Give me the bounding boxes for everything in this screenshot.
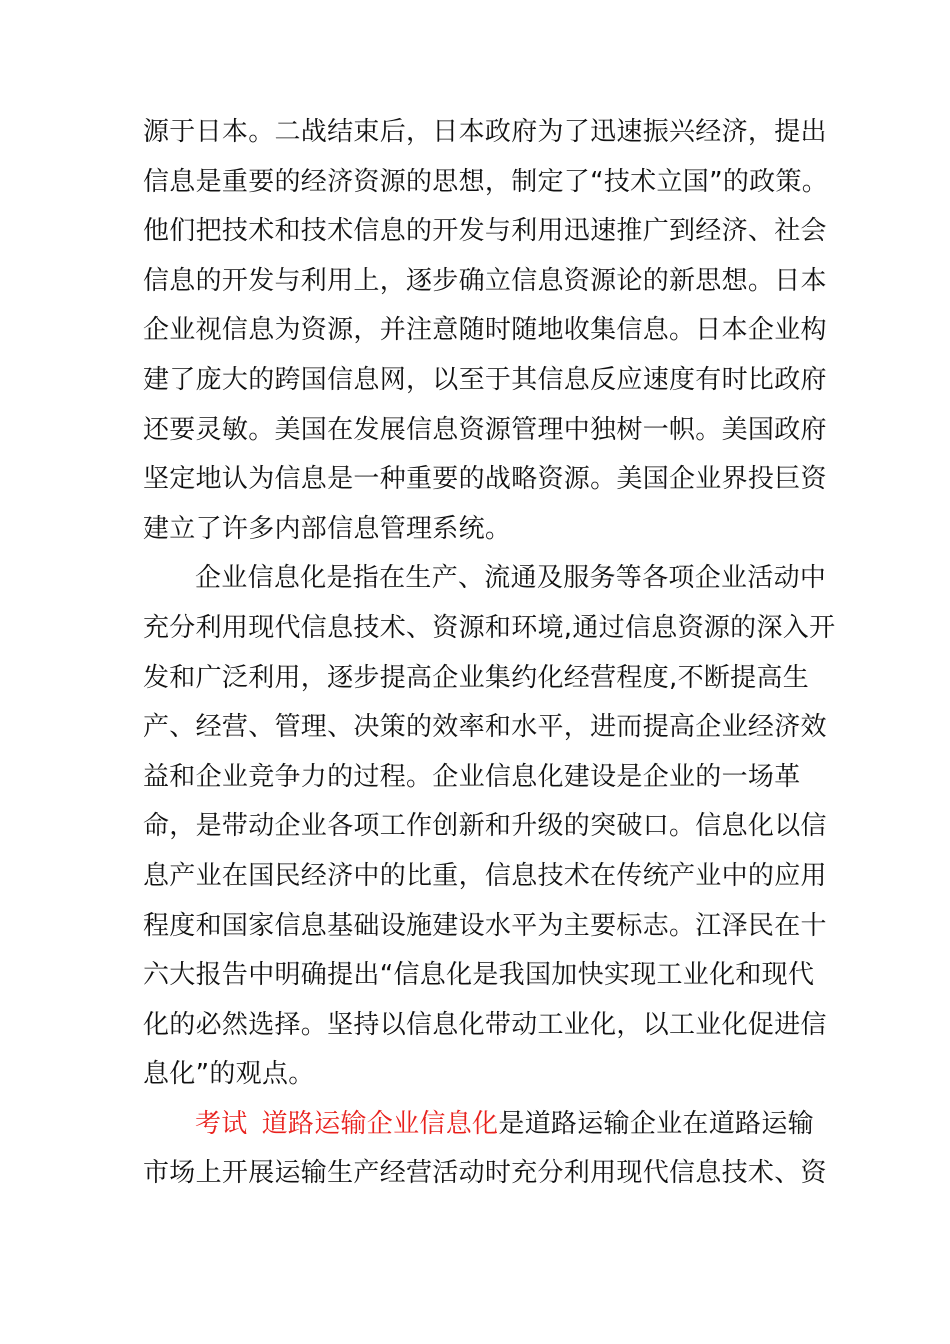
text-line: 建了庞大的跨国信息网，以至于其信息反应速度有时比政府 — [143, 364, 827, 395]
text-line: 企业信息化是指在生产、流通及服务等各项企业活动中 — [195, 563, 827, 594]
text-line: 坚定地认为信息是一种重要的战略资源。美国企业界投巨资 — [143, 464, 827, 495]
text-line: 程度和国家信息基础设施建设水平为主要标志。江泽民在十 — [143, 910, 827, 941]
text-line: 息产业在国民经济中的比重，信息技术在传统产业中的应用 — [143, 860, 827, 891]
red-highlight-text: 考试 — [195, 1108, 248, 1139]
text-line: 命，是带动企业各项工作创新和升级的突破口。信息化以信 — [143, 811, 827, 842]
text-line: 建立了许多内部信息管理系统。 — [143, 513, 512, 544]
paragraph-1 — [143, 108, 829, 554]
text-line: 市场上开展运输生产经营活动时充分利用现代信息技术、资 — [143, 1158, 827, 1189]
text-line: 产、经营、管理、决策的效率和水平，进而提高企业经济效 — [143, 712, 827, 743]
text-line: 还要灵敏。美国在发展信息资源管理中独树一帜。美国政府 — [143, 414, 827, 445]
text-line — [143, 1100, 813, 1150]
paragraph-2 — [143, 554, 836, 1100]
text-line: 息化”的观点。 — [143, 1059, 315, 1090]
text-line: 化的必然选择。坚持以信息化带动工业化，以工业化促进信 — [143, 1009, 827, 1040]
text-line: 益和企业竞争力的过程。企业信息化建设是企业的一场革 — [143, 761, 801, 792]
text-line: 六大报告中明确提出“信息化是我国加快实现工业化和现代 — [143, 960, 815, 991]
text-line: 信息的开发与利用上，逐步确立信息资源论的新思想。日本 — [143, 265, 827, 296]
document-body — [143, 108, 836, 1199]
text-line: 充分利用现代信息技术、资源和环境,通过信息资源的深入开 — [143, 612, 836, 643]
text-segment: 是道路运输企业在道路运输 — [498, 1108, 814, 1139]
red-highlight-text: 道路运输企业信息化 — [261, 1108, 499, 1139]
text-line: 信息是重要的经济资源的思想，制定了“技术立国”的政策。 — [143, 166, 829, 197]
text-line: 他们把技术和技术信息的开发与利用迅速推广到经济、社会 — [143, 216, 827, 247]
text-line: 源于日本。二战结束后，日本政府为了迅速振兴经济，提出 — [143, 117, 827, 147]
text-line: 企业视信息为资源，并注意随时随地收集信息。日本企业构 — [143, 315, 827, 346]
paragraph-3 — [143, 1100, 827, 1199]
text-line: 发和广泛利用，逐步提高企业集约化经营程度,不断提高生 — [143, 662, 810, 693]
